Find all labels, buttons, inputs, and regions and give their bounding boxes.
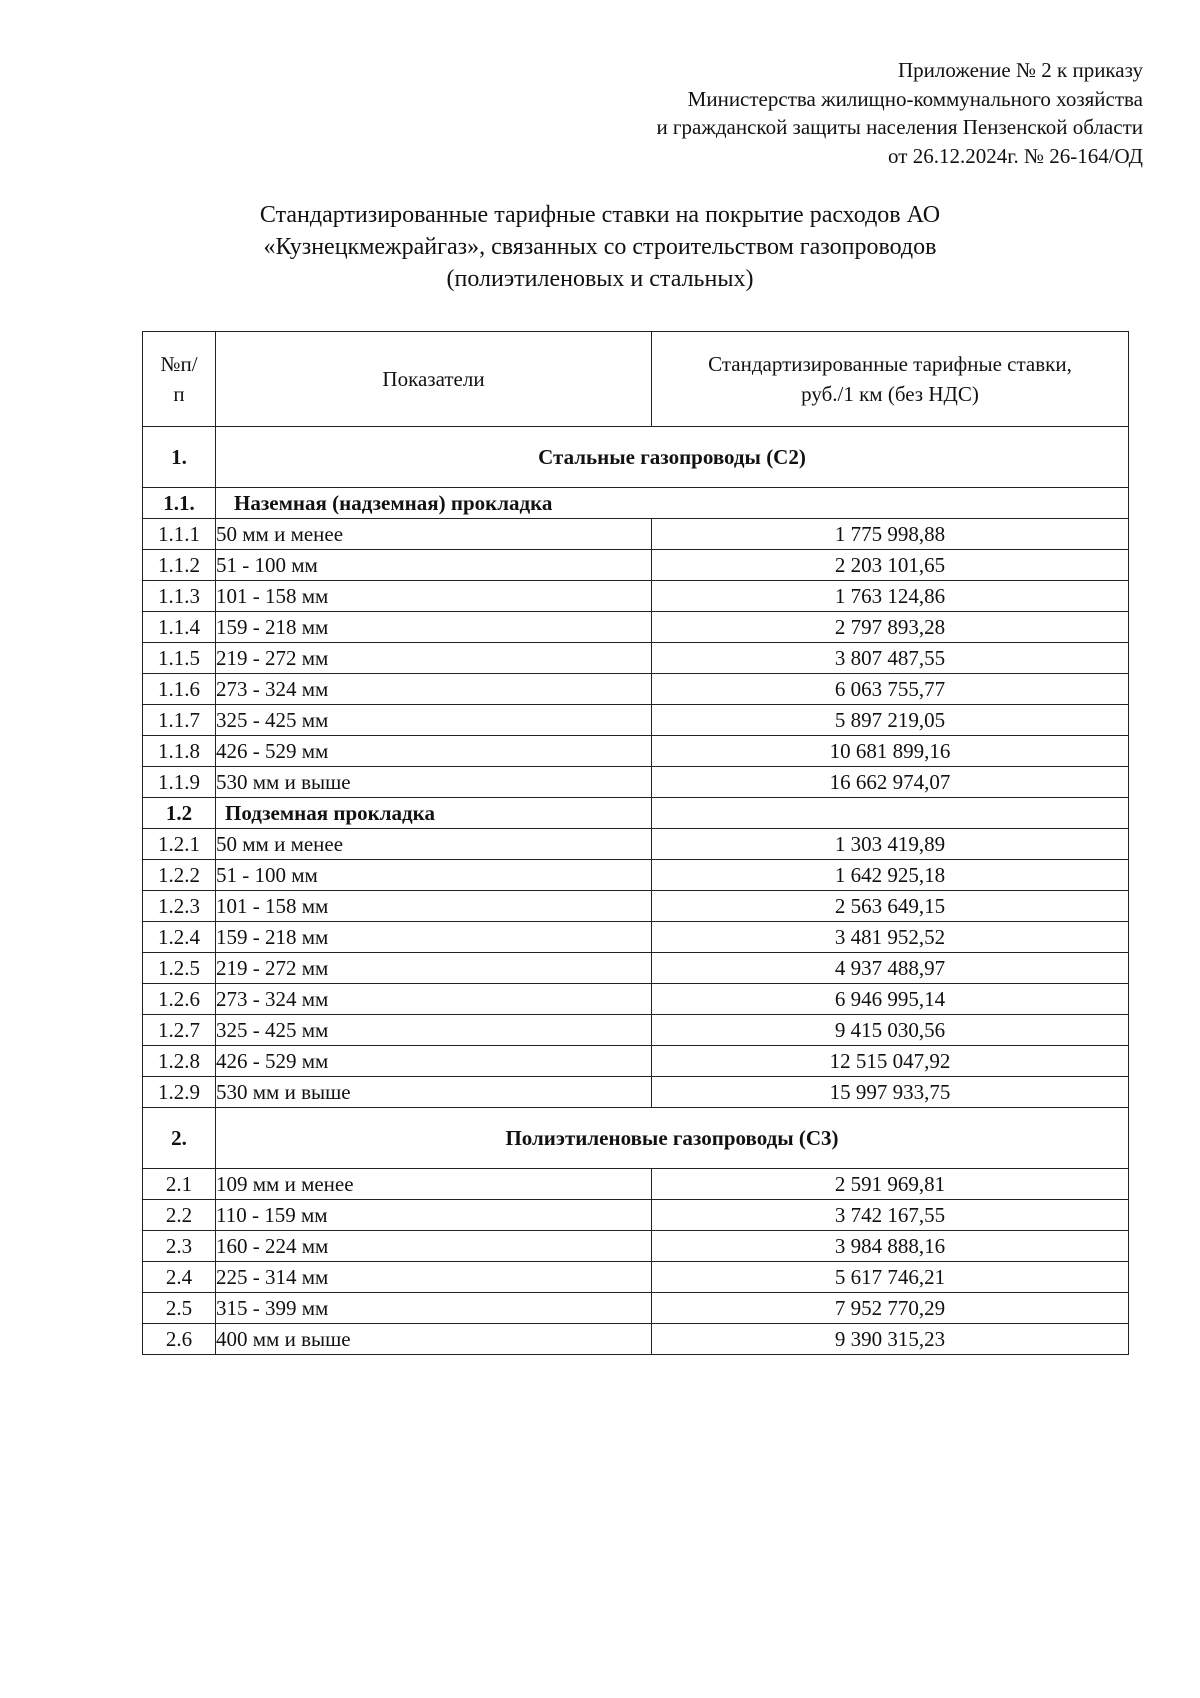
approval-line: от 26.12.2024г. № 26-164/ОД: [888, 143, 1143, 168]
row-indicator: 225 - 314 мм: [216, 1262, 652, 1293]
row-rate-value: 3 481 952,52: [652, 922, 1129, 953]
row-number: 1.2.9: [143, 1077, 216, 1108]
row-indicator: 400 мм и выше: [216, 1324, 652, 1355]
row-indicator: 325 - 425 мм: [216, 705, 652, 736]
table-row: [143, 519, 1129, 550]
table-row: [143, 1200, 1129, 1231]
table-row: [143, 1262, 1129, 1293]
subsection-row-aboveground: [143, 488, 1129, 519]
header-number-line: п: [173, 382, 185, 406]
table-row: [143, 612, 1129, 643]
row-indicator: 51 - 100 мм: [216, 860, 652, 891]
table-row: [143, 891, 1129, 922]
section-row-polyethylene: [143, 1108, 1129, 1169]
header-number-line: №п/: [160, 352, 198, 376]
row-rate-value: 2 797 893,28: [652, 612, 1129, 643]
section-title: Полиэтиленовые газопроводы (С3): [216, 1108, 1129, 1169]
row-number: 1.1.3: [143, 581, 216, 612]
row-indicator: 110 - 159 мм: [216, 1200, 652, 1231]
row-number: 1.1.1: [143, 519, 216, 550]
row-indicator: 530 мм и выше: [216, 767, 652, 798]
row-rate-value: 1 642 925,18: [652, 860, 1129, 891]
table-row: [143, 767, 1129, 798]
row-number: 1.1.6: [143, 674, 216, 705]
row-rate-value: 6 063 755,77: [652, 674, 1129, 705]
approval-block: [656, 56, 1143, 170]
row-number: 1.2.3: [143, 891, 216, 922]
row-rate-value: 15 997 933,75: [652, 1077, 1129, 1108]
header-rate-line: Стандартизированные тарифные ставки,: [708, 352, 1072, 376]
table-row: [143, 984, 1129, 1015]
row-rate-value: 6 946 995,14: [652, 984, 1129, 1015]
row-rate-value: 9 390 315,23: [652, 1324, 1129, 1355]
row-number: 1.1.7: [143, 705, 216, 736]
tariff-table: [142, 331, 1129, 1355]
row-number: 1.1.9: [143, 767, 216, 798]
header-rate: [652, 332, 1129, 427]
row-rate-value: 7 952 770,29: [652, 1293, 1129, 1324]
row-number: 1.1.4: [143, 612, 216, 643]
row-number: 1.2.8: [143, 1046, 216, 1077]
row-number: 1.2.4: [143, 922, 216, 953]
table-row: [143, 1293, 1129, 1324]
table-row: [143, 581, 1129, 612]
row-rate-value: 12 515 047,92: [652, 1046, 1129, 1077]
table-row: [143, 829, 1129, 860]
table-row: [143, 705, 1129, 736]
approval-line: и гражданской защиты населения Пензенской области: [656, 115, 1143, 139]
title-line: (полиэтиленовых и стальных): [446, 266, 754, 292]
row-indicator: 273 - 324 мм: [216, 674, 652, 705]
row-number: 1.1.5: [143, 643, 216, 674]
subsection-title: Подземная прокладка: [216, 798, 652, 829]
row-rate-value: 9 415 030,56: [652, 1015, 1129, 1046]
table-row: [143, 860, 1129, 891]
table-row: [143, 736, 1129, 767]
header-indicator: Показатели: [216, 332, 652, 427]
row-indicator: 530 мм и выше: [216, 1077, 652, 1108]
row-number: 2.6: [143, 1324, 216, 1355]
row-indicator: 160 - 224 мм: [216, 1231, 652, 1262]
approval-line: Министерства жилищно-коммунального хозяйства: [687, 86, 1143, 111]
row-rate-value: 2 203 101,65: [652, 550, 1129, 581]
table-row: [143, 550, 1129, 581]
title-line: Стандартизированные тарифные ставки на покрытие расходов АО: [259, 202, 941, 228]
row-indicator: 426 - 529 мм: [216, 736, 652, 767]
table-row: [143, 1231, 1129, 1262]
table-row: [143, 1169, 1129, 1200]
header-number: [143, 332, 216, 427]
row-rate-value: 1 303 419,89: [652, 829, 1129, 860]
row-indicator: 159 - 218 мм: [216, 922, 652, 953]
row-rate-value: 16 662 974,07: [652, 767, 1129, 798]
table-row: [143, 1046, 1129, 1077]
row-indicator: 101 - 158 мм: [216, 581, 652, 612]
section-number: 1.: [143, 427, 216, 488]
row-rate-value: 1 775 998,88: [652, 519, 1129, 550]
table-row: [143, 1324, 1129, 1355]
row-indicator: 426 - 529 мм: [216, 1046, 652, 1077]
title-line: «Кузнецкмежрайгаз», связанных со строительством газопроводов: [263, 234, 937, 260]
row-rate-value: 3 807 487,55: [652, 643, 1129, 674]
row-indicator: 325 - 425 мм: [216, 1015, 652, 1046]
row-number: 1.2.7: [143, 1015, 216, 1046]
row-rate-value: 3 742 167,55: [652, 1200, 1129, 1231]
row-indicator: 101 - 158 мм: [216, 891, 652, 922]
row-indicator: 219 - 272 мм: [216, 643, 652, 674]
row-indicator: 315 - 399 мм: [216, 1293, 652, 1324]
section-row-steel: [143, 427, 1129, 488]
row-number: 2.1: [143, 1169, 216, 1200]
row-rate-value: 4 937 488,97: [652, 953, 1129, 984]
row-indicator: 50 мм и менее: [216, 519, 652, 550]
table-header-row: [143, 332, 1129, 427]
row-number: 2.2: [143, 1200, 216, 1231]
row-number: 1.2.2: [143, 860, 216, 891]
table-row: [143, 1077, 1129, 1108]
row-rate-value: 2 591 969,81: [652, 1169, 1129, 1200]
table-row: [143, 953, 1129, 984]
table-row: [143, 674, 1129, 705]
row-number: 1.2.1: [143, 829, 216, 860]
row-number: 2.4: [143, 1262, 216, 1293]
row-indicator: 219 - 272 мм: [216, 953, 652, 984]
row-rate-value: 2 563 649,15: [652, 891, 1129, 922]
table-row: [143, 1015, 1129, 1046]
row-indicator: 50 мм и менее: [216, 829, 652, 860]
subsection-row-underground: [143, 798, 1129, 829]
row-number: 1.1.2: [143, 550, 216, 581]
approval-line: Приложение № 2 к приказу: [898, 58, 1143, 82]
row-number: 1.2.5: [143, 953, 216, 984]
document-title: [190, 199, 1010, 295]
table-row: [143, 922, 1129, 953]
row-indicator: 109 мм и менее: [216, 1169, 652, 1200]
empty-cell: [652, 798, 1129, 829]
row-number: 1.1.8: [143, 736, 216, 767]
row-rate-value: 1 763 124,86: [652, 581, 1129, 612]
subsection-number: 1.1.: [143, 488, 216, 519]
section-number: 2.: [143, 1108, 216, 1169]
row-number: 1.2.6: [143, 984, 216, 1015]
row-rate-value: 5 897 219,05: [652, 705, 1129, 736]
table-row: [143, 643, 1129, 674]
row-rate-value: 10 681 899,16: [652, 736, 1129, 767]
row-indicator: 159 - 218 мм: [216, 612, 652, 643]
row-rate-value: 3 984 888,16: [652, 1231, 1129, 1262]
row-indicator: 51 - 100 мм: [216, 550, 652, 581]
header-rate-line: руб./1 км (без НДС): [801, 382, 979, 406]
subsection-title: Наземная (надземная) прокладка: [216, 488, 1129, 519]
row-number: 2.3: [143, 1231, 216, 1262]
row-rate-value: 5 617 746,21: [652, 1262, 1129, 1293]
row-number: 2.5: [143, 1293, 216, 1324]
section-title: Стальные газопроводы (С2): [216, 427, 1129, 488]
row-indicator: 273 - 324 мм: [216, 984, 652, 1015]
subsection-number: 1.2: [143, 798, 216, 829]
